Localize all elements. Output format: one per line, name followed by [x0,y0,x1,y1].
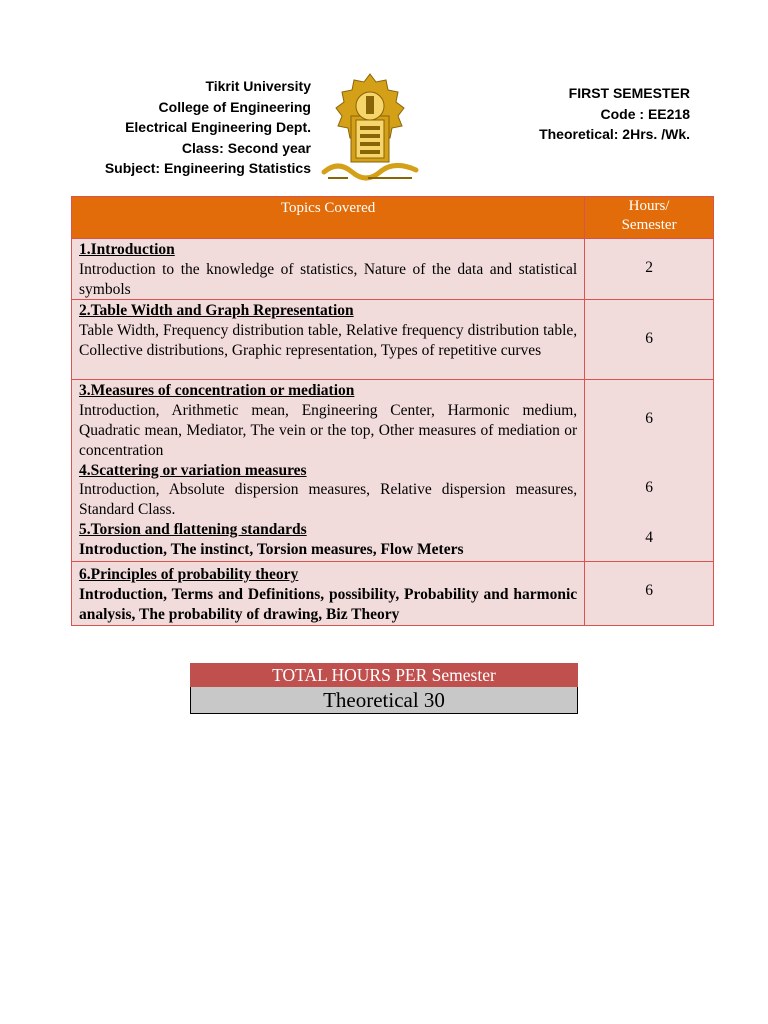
hours-value: 6 [645,330,653,348]
topic-text: Table Width, Frequency distribution table, Relative frequency distribution table, Collective distributions, Graphic representation, Types of repetitive curves [79,322,578,359]
hours-cell [585,562,714,625]
course-code: Code : EE218 [600,105,690,122]
total-hours-value: Theoretical 30 [190,687,578,714]
hours-cell [585,239,714,300]
course-info-right [539,83,690,145]
topic-title: 1.Introduction [79,241,175,258]
semester-label: FIRST SEMESTER [568,85,690,101]
hours-value: 4 [645,529,653,547]
topic-text: Introduction, The instinct, Torsion measures, Flow Meters [79,540,464,558]
table-row [72,562,714,625]
table-row-group [72,380,714,562]
hours-column-header [585,197,714,239]
topic-title: 2.Table Width and Graph Representation [79,302,354,320]
topic-title: 4.Scattering or variation measures [79,461,307,479]
course-info-left [105,76,311,179]
hours-value: 6 [645,582,653,600]
table-header-row [72,197,714,239]
table-row [72,239,714,300]
hours-value: 2 [645,259,653,276]
table-row [72,300,714,380]
total-hours-label: TOTAL HOURS PER Semester [190,663,578,687]
theoretical-hours: Theoretical: 2Hrs. /Wk. [539,126,690,142]
hours-cell [585,300,714,380]
topic-text: Introduction, Absolute dispersion measures, Relative dispersion measures, Standard Class. [79,481,578,519]
university-emblem-icon [318,72,422,184]
university-name: Tikrit University [205,78,311,94]
class-label: Class: Second year [181,139,311,156]
topic-cell [72,300,585,380]
hours-header-line1: Hours/ [628,198,670,214]
department-name: Electrical Engineering Dept. [125,119,311,135]
college-name: College of Engineering [158,98,311,115]
topic-text: Introduction to the knowledge of statistics, Nature of the data and statistical symbols [79,260,578,298]
topic-title: 6.Principles of probability theory [79,566,299,584]
hours-cell [585,380,714,562]
topic-title: 3.Measures of concentration or mediation [79,382,355,400]
topic-text: Introduction, Arithmetic mean, Engineering Center, Harmonic medium, Quadratic mean, Mediator, The vein or the top, Other measures of mediation or concentration [79,402,578,459]
hours-value: 6 [645,479,653,497]
topic-text: Introduction, Terms and Definitions, possibility, Probability and harmonic analysis, The probability of drawing, Biz Theory [79,586,578,623]
subject-label: Subject: Engineering Statistics [104,160,311,176]
topics-table [71,196,714,626]
topic-cell [72,239,585,300]
topic-cell [72,380,585,562]
topic-cell [72,562,585,625]
total-hours-box [190,663,578,714]
hours-value: 6 [645,410,653,428]
topics-column-header: Topics Covered [72,197,585,239]
topic-title: 5.Torsion and flattening standards [79,520,307,538]
hours-header-line2: Semester [621,217,677,233]
